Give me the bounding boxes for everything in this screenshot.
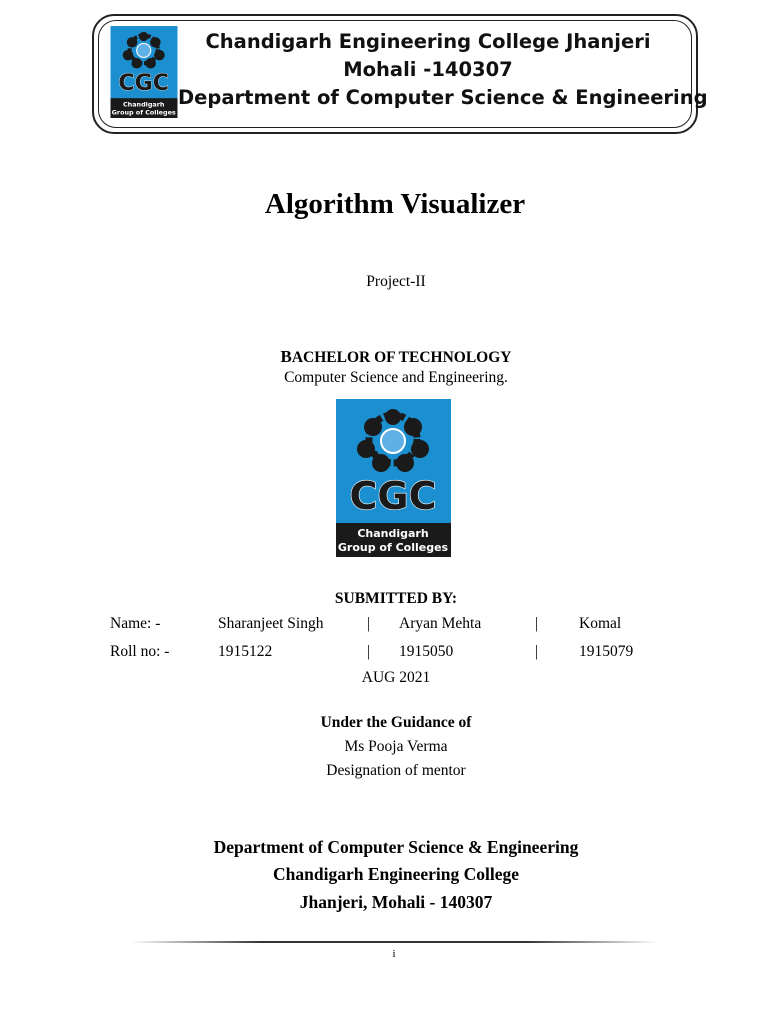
logo-large-caption-line2: Group of Colleges <box>337 541 449 554</box>
project-label: Project-II <box>366 273 426 290</box>
student-roll-1: 1915122 <box>218 643 273 660</box>
header-text <box>178 28 708 112</box>
page-number: i <box>392 948 396 960</box>
guidance-heading: Under the Guidance of <box>320 714 472 731</box>
footer-address: Jhanjeri, Mohali - 140307 <box>299 892 493 912</box>
header-college: Chandigarh Engineering College Jhanjeri <box>205 30 651 53</box>
cgc-logo-large-icon <box>336 399 451 557</box>
logo-caption-line1: Chandigarh <box>122 100 165 109</box>
document-title: Algorithm Visualizer <box>264 188 526 220</box>
student-roll-2: 1915050 <box>399 643 454 660</box>
mentor-name: Ms Pooja Verma <box>344 738 448 755</box>
footer-college: Chandigarh Engineering College <box>273 864 519 884</box>
footer-divider <box>130 941 658 943</box>
globe-icon <box>137 43 151 57</box>
header-department: Department of Computer Science & Engineering <box>178 86 708 109</box>
logo-large-caption-line1: Chandigarh <box>357 527 429 540</box>
separator: | <box>367 643 371 660</box>
student-name-2: Aryan Mehta <box>399 615 482 632</box>
footer-department: Department of Computer Science & Engineering <box>213 837 579 857</box>
branch-name: Computer Science and Engineering. <box>284 369 508 386</box>
degree-rest: ACHELOR <box>291 349 371 366</box>
header-address: Mohali -140307 <box>343 58 513 81</box>
separator: | <box>535 615 539 632</box>
submission-date: AUG 2021 <box>361 669 431 686</box>
cgc-logo-icon <box>110 26 178 118</box>
mentor-designation: Designation of mentor <box>326 762 466 779</box>
degree-suffix: OF TECHNOLOGY <box>370 349 512 366</box>
student-name-1: Sharanjeet Singh <box>218 615 324 632</box>
submitted-by-heading: SUBMITTED BY: <box>334 590 458 607</box>
degree-first-letter: B <box>280 347 292 366</box>
degree-title <box>0 347 768 367</box>
logo-large-brand-text: CGC <box>349 474 437 518</box>
globe-large-icon <box>381 429 405 453</box>
name-label: Name: - <box>110 615 161 632</box>
student-name-3: Komal <box>579 615 622 632</box>
logo-caption-line2: Group of Colleges <box>111 108 176 117</box>
roll-label: Roll no: - <box>110 643 170 660</box>
separator: | <box>367 615 371 632</box>
separator: | <box>535 643 539 660</box>
student-roll-3: 1915079 <box>579 643 634 660</box>
logo-brand-text: CGC <box>118 70 170 97</box>
